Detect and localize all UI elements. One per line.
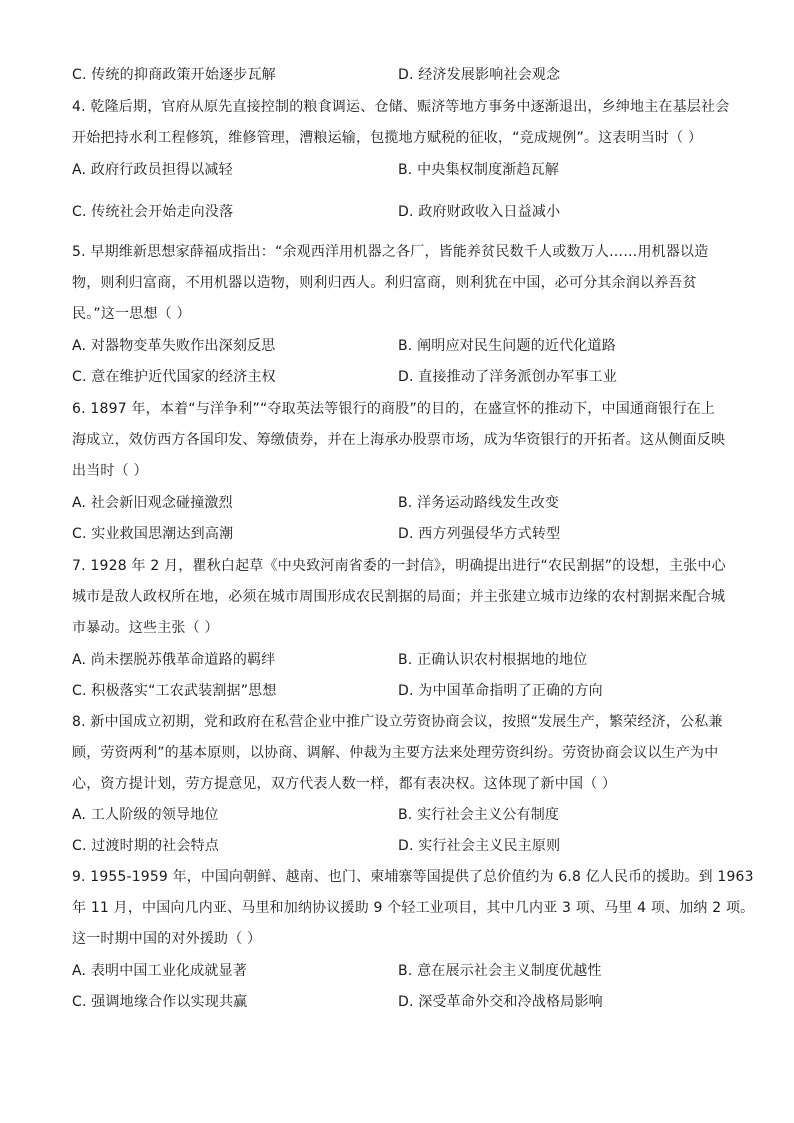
q8-stem-line-1: 8. 新中国成立初期，党和政府在私营企业中推广设立劳资协商会议，按照“发展生产，繁荣经济，公私兼 <box>72 714 723 730</box>
q3-option-d: D. 经济发展影响社会观念 <box>398 67 561 83</box>
q4-option-b: B. 中央集权制度渐趋瓦解 <box>398 162 560 178</box>
q5-option-a: A. 对器物变革失败作出深刻反思 <box>72 338 276 354</box>
q9-stem-line-1: 9. 1955-1959 年，中国向朝鲜、越南、也门、柬埔寨等国提供了总价值约为 6.8 亿人民币的援助。到 1963 <box>72 869 754 885</box>
q7-stem-line-2: 城市是敌人政权所在地，必须在城市周围形成农民割据的局面；并主张建立城市边缘的农村割据来配合城 <box>72 589 726 605</box>
q6-option-b: B. 洋务运动路线发生改变 <box>398 495 560 511</box>
q7-stem-line-1: 7. 1928 年 2 月，瞿秋白起草《中央致河南省委的一封信》，明确提出进行“农民割据”的设想，主张中心 <box>72 558 726 574</box>
q8-stem-line-2: 顾，劳资两利”的基本原则，以协商、调解、仲裁为主要方法来处理劳资纠纷。劳资协商会议以生产为中 <box>72 745 719 761</box>
q9-stem-line-2: 年 11 月，中国向几内亚、马里和加纳协议援助 9 个轻工业项目，其中几内亚 3 项、马里 4 项、加纳 2 项。 <box>72 900 755 916</box>
q4-option-c: C. 传统社会开始走向没落 <box>72 204 234 220</box>
q7-option-b: B. 正确认识农村根据地的地位 <box>398 652 588 668</box>
q7-stem-line-3: 市暴动。这些主张（ ） <box>72 620 219 636</box>
q6-stem-line-2: 海成立，效仿西方各国印发、筹缴债券，并在上海承办股票市场，成为华资银行的开拓者。这从侧面反映 <box>72 432 726 448</box>
q4-option-a: A. 政府行政员担得以减轻 <box>72 162 233 178</box>
q3-option-c: C. 传统的抑商政策开始逐步瓦解 <box>72 67 276 83</box>
q6-stem-line-1: 6. 1897 年，本着“与洋争利”“夺取英法等银行的商股”的目的，在盛宣怀的推动下，中国通商银行在上 <box>72 401 716 417</box>
q5-stem-line-3: 民。”这一思想（ ） <box>72 306 191 322</box>
q6-option-c: C. 实业救国思潮达到高潮 <box>72 526 234 542</box>
q5-stem-line-2: 物，则利归富商，不用机器以造物，则利归西人。利归富商，则利犹在中国，必可分其余润以养吾贫 <box>72 275 697 291</box>
q5-stem-line-1: 5. 早期维新思想家薛福成指出：“余观西洋用机器之各厂，皆能养贫民数千人或数万人……用机器以造 <box>72 244 709 260</box>
q4-stem-line-1: 4. 乾隆后期，官府从原先直接控制的粮食调运、仓储、赈济等地方事务中逐渐退出，乡绅地主在基层社会 <box>72 99 730 115</box>
q5-option-c: C. 意在维护近代国家的经济主权 <box>72 369 276 385</box>
q7-option-c: C. 积极落实“工农武装割据”思想 <box>72 683 277 699</box>
q7-option-d: D. 为中国革命指明了正确的方向 <box>398 683 603 699</box>
q8-option-d: D. 实行社会主义民主原则 <box>398 838 561 854</box>
q4-stem-line-2: 开始把持水利工程修筑，维修管理，漕粮运输，包揽地方赋税的征收，“竞成规例”。这表明当时（ ） <box>72 130 703 146</box>
q9-stem-line-3: 这一时期中国的对外援助（ ） <box>72 931 262 947</box>
q6-stem-line-3: 出当时（ ） <box>72 463 148 479</box>
q4-option-d: D. 政府财政收入日益减小 <box>398 204 561 220</box>
q6-option-d: D. 西方列强侵华方式转型 <box>398 526 561 542</box>
q8-option-b: B. 实行社会主义公有制度 <box>398 807 560 823</box>
q9-option-a: A. 表明中国工业化成就显著 <box>72 963 248 979</box>
q9-option-d: D. 深受革命外交和冷战格局影响 <box>398 994 603 1010</box>
q8-stem-line-3: 心，资方提计划，劳方提意见，双方代表人数一样，都有表决权。这体现了新中国（ ） <box>72 776 617 792</box>
q6-option-a: A. 社会新旧观念碰撞激烈 <box>72 495 233 511</box>
q9-option-b: B. 意在展示社会主义制度优越性 <box>398 963 602 979</box>
q5-option-b: B. 阐明应对民生问题的近代化道路 <box>398 338 616 354</box>
q8-option-a: A. 工人阶级的领导地位 <box>72 807 219 823</box>
q7-option-a: A. 尚未摆脱苏俄革命道路的羁绊 <box>72 652 276 668</box>
q8-option-c: C. 过渡时期的社会特点 <box>72 838 220 854</box>
q5-option-d: D. 直接推动了洋务派创办军事工业 <box>398 369 618 385</box>
q9-option-c: C. 强调地缘合作以实现共赢 <box>72 994 248 1010</box>
